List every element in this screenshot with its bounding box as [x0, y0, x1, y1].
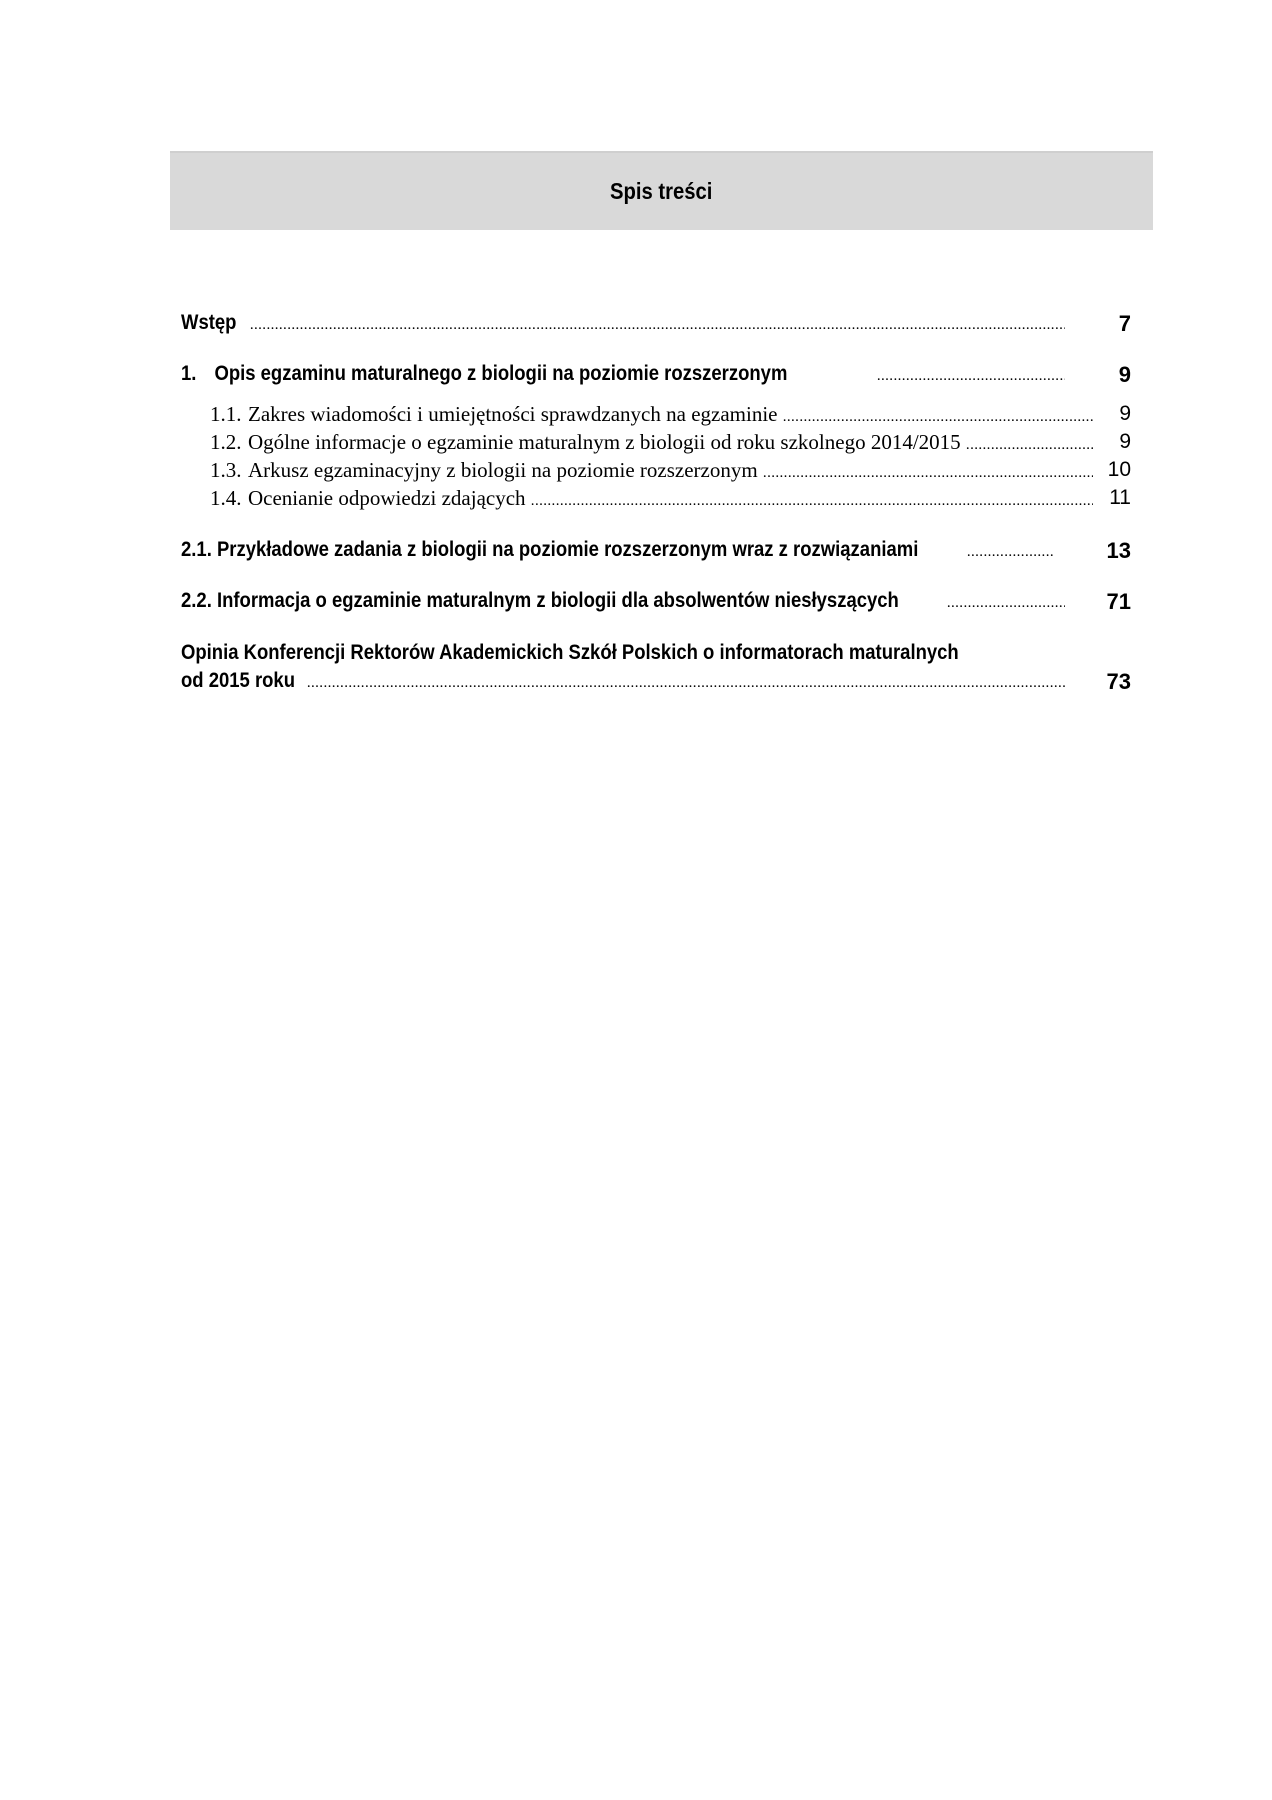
toc-entry-wstep[interactable]	[181, 311, 1131, 339]
toc-entry-section-2-1[interactable]	[181, 538, 1131, 566]
toc-entry-label	[181, 362, 788, 386]
toc-page-number: 10	[1107, 458, 1131, 481]
toc-entry-section-2-2[interactable]	[181, 589, 1131, 617]
toc-entry-section-1[interactable]	[181, 362, 1131, 390]
toc-section-title: Opis egzaminu maturalnego z biologii na poziomie rozszerzonym	[214, 362, 788, 385]
toc-subsection-number: 1.3.	[210, 458, 242, 482]
toc-page-number: 73	[1106, 669, 1131, 694]
toc-entry-subsection[interactable]	[210, 430, 1131, 458]
toc-page-number: 11	[1109, 486, 1131, 509]
toc-page-number: 9	[1119, 430, 1131, 453]
toc-subsection-title: Zakres wiadomości i umiejętności sprawdzanych na egzaminie	[248, 402, 778, 426]
toc-entry-text	[181, 538, 1055, 562]
toc-entry-label: od 2015 roku	[181, 669, 296, 692]
toc-subsection-title: Ocenianie odpowiedzi zdających	[248, 486, 526, 510]
toc-entry-text	[210, 458, 1093, 483]
toc-subsection-title: Ogólne informacje o egzaminie maturalnym z biologii od roku szkolnego 2014/2015	[248, 430, 961, 454]
toc-page-number: 7	[1118, 311, 1131, 336]
toc-subsection-number: 1.1.	[210, 402, 242, 426]
toc-page-number: 13	[1106, 538, 1131, 563]
toc-subsection-title: Arkusz egzaminacyjny z biologii na poziomie rozszerzonym	[248, 458, 758, 482]
toc-entry-text	[181, 669, 1065, 693]
toc-entry-subsection[interactable]	[210, 402, 1131, 430]
toc-entry-subsection[interactable]	[210, 486, 1131, 514]
toc-entry-label: Wstęp	[181, 311, 237, 334]
toc-entry-text	[181, 362, 1065, 386]
toc-entry-subsection[interactable]	[210, 458, 1131, 486]
toc-page-number: 9	[1118, 362, 1131, 387]
toc-entry-text	[181, 589, 1065, 613]
toc-subsection-number: 1.2.	[210, 430, 242, 454]
toc-page-number: 71	[1106, 589, 1131, 614]
page-title: Spis treści	[610, 178, 713, 204]
toc-subsection-number: 1.4.	[210, 486, 242, 510]
toc-entry-text	[210, 486, 1093, 511]
toc-entry-label: 2.2. Informacja o egzaminie maturalnym z biologii dla absolwentów niesłyszących	[181, 589, 899, 612]
title-band	[170, 151, 1153, 230]
toc-section-number: 1.	[181, 362, 197, 385]
toc-entry-text	[181, 311, 1065, 335]
toc-entry-opinia-line1[interactable]: Opinia Konferencji Rektorów Akademickich Szkół Polskich o informatorach maturalnych	[181, 641, 959, 664]
toc-entry-text	[210, 402, 1093, 427]
toc-entry-opinia[interactable]	[181, 669, 1131, 697]
toc-entry-label: 2.1. Przykładowe zadania z biologii na poziomie rozszerzonym wraz z rozwiązaniami	[181, 538, 919, 561]
toc-entry-text	[210, 430, 1093, 455]
toc-page-number: 9	[1119, 402, 1131, 425]
